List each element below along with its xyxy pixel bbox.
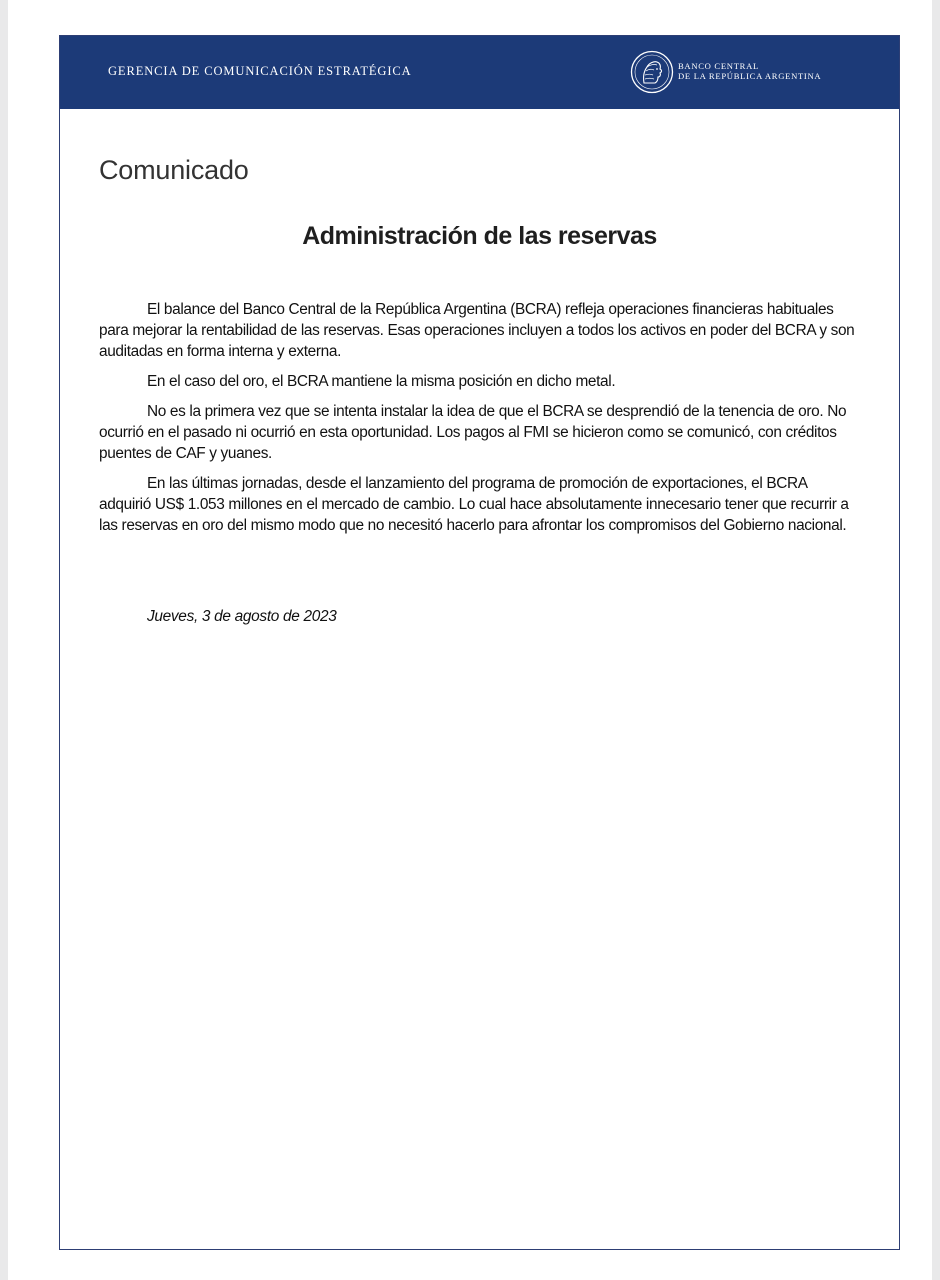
paragraph: El balance del Banco Central de la República Argentina (BCRA) refleja operaciones financieras habituales para mejorar la rentabilidad de las reservas. Esas operaciones incluyen a todos los activos en poder del BCRA y son auditadas en forma interna y externa. xyxy=(99,301,855,360)
paragraph: En las últimas jornadas, desde el lanzamiento del programa de promoción de exportaciones, el BCRA adquirió US$ 1.053 millones en el mercado de cambio. Lo cual hace absolutamente innecesario tener que recurrir a las reservas en oro del mismo modo que no necesitó hacerlo para afrontar los compromisos del Gobierno nacional. xyxy=(99,475,849,534)
document-type: Comunicado xyxy=(99,155,249,185)
header-banner xyxy=(60,36,899,109)
paragraph: En el caso del oro, el BCRA mantiene la misma posición en dicho metal. xyxy=(147,373,616,390)
page-sheet xyxy=(8,0,932,1280)
document-title: Administración de las reservas xyxy=(302,222,657,250)
bank-name xyxy=(678,61,821,81)
bank-name-line-1: BANCO CENTRAL xyxy=(678,61,759,71)
document-body xyxy=(99,299,861,545)
department-name: GERENCIA DE COMUNICACIÓN ESTRATÉGICA xyxy=(108,64,412,78)
paragraph: No es la primera vez que se intenta instalar la idea de que el BCRA se desprendió de la tenencia de oro. No ocurrió en el pasado ni ocurrió en esta oportunidad. Los pagos al FMI se hicieron como se comunicó, con créditos puentes de CAF y yuanes. xyxy=(99,403,847,462)
bcra-seal-icon xyxy=(630,50,674,94)
bank-name-line-2: DE LA REPÚBLICA ARGENTINA xyxy=(678,71,822,81)
document-date: Jueves, 3 de agosto de 2023 xyxy=(147,608,337,625)
document-frame xyxy=(59,35,900,1250)
